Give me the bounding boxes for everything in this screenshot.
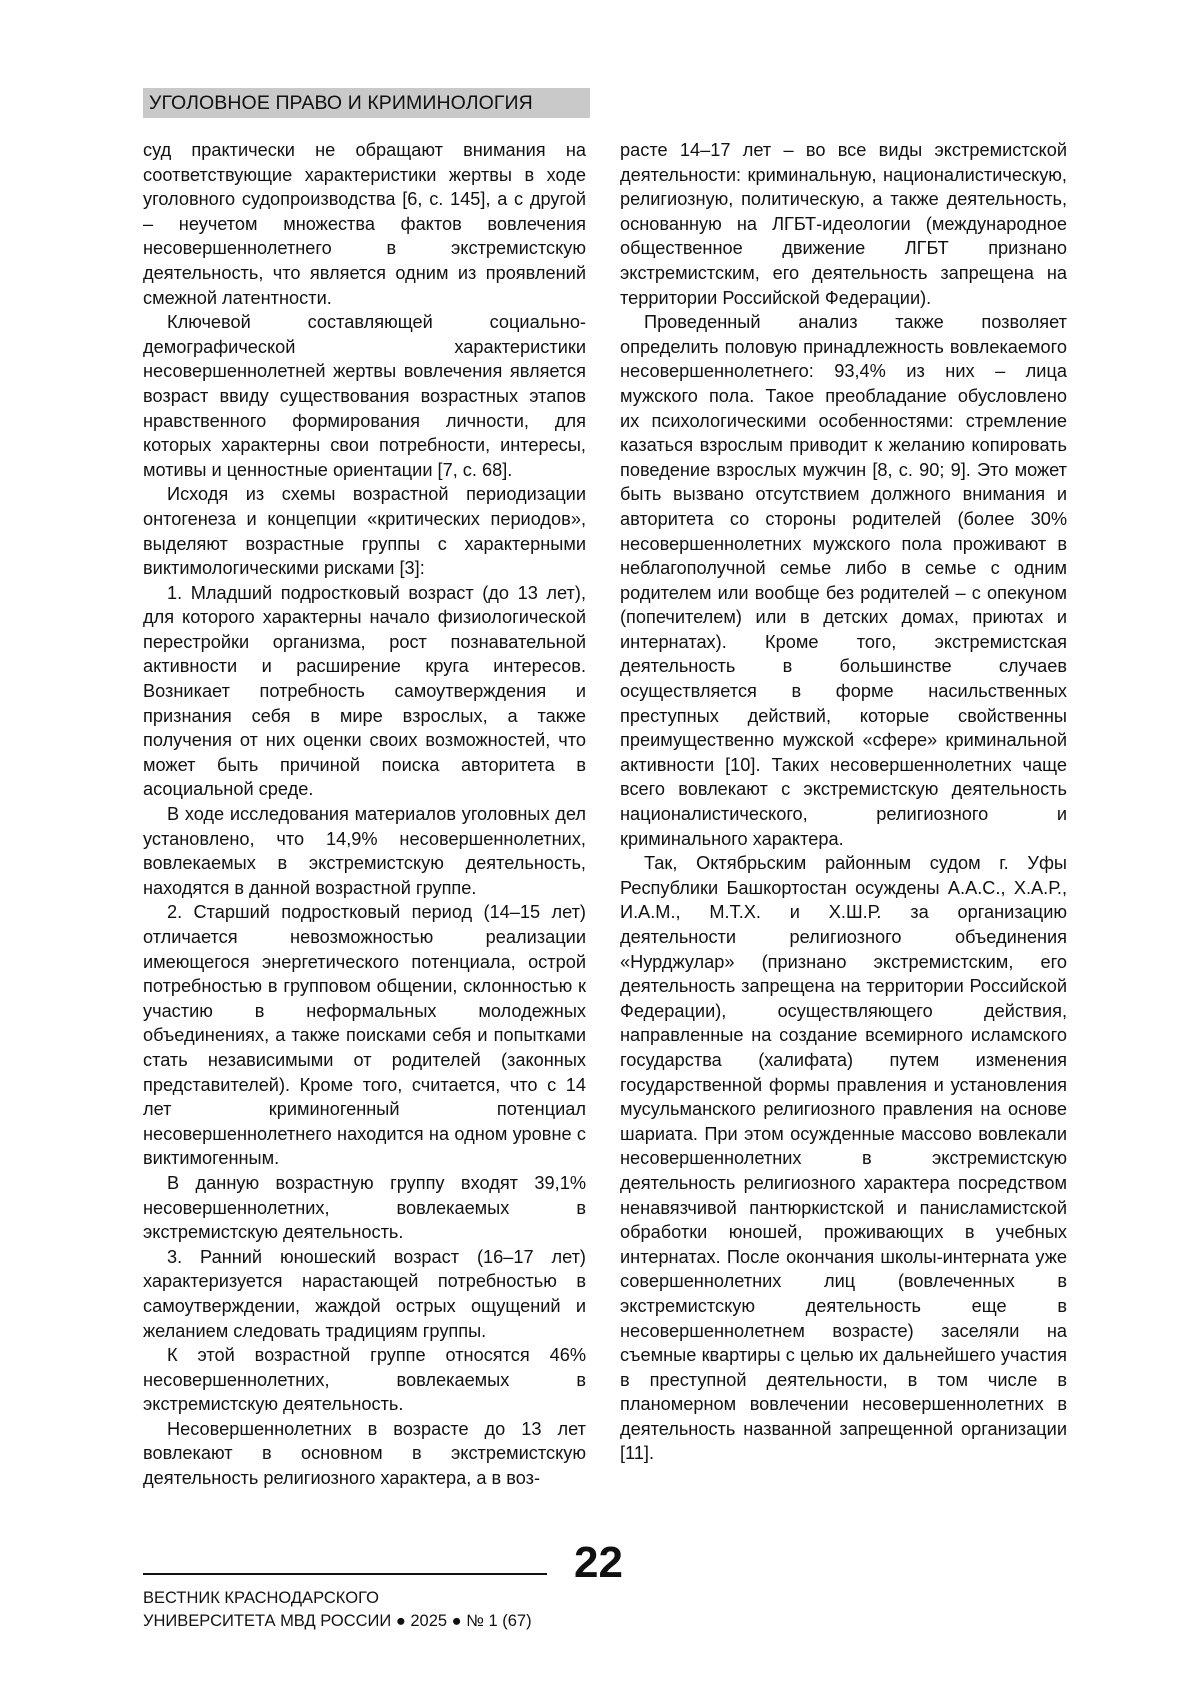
paragraph: 2. Старший подростковый период (14–15 лет) отличается невозможностью реализации имеющегося энергетического потенциала, острой потребностью в групповом общении, склонностью к участию в неформальных молодежных объединениях, а также поисками себя и попытками стать независимыми от родителей (законных представителей). Кроме того, считается, что с 14 лет криминогенный потенциал несовершеннолетнего находится на одном уровне с виктимогенным.	[143, 902, 586, 1169]
right-column	[620, 138, 1067, 1466]
paragraph: Проведенный анализ также позволяет определить половую принадлежность вовлекаемого несовершеннолетнего: 93,4% из них – лица мужского пола. Такое преобладание обусловлено их психологическими особенностями: стремление казаться взрослым приводит к желанию копировать поведение взрослых мужчин [8, с. 90; 9]. Это может быть вызвано отсутствием должного внимания и авторитета со стороны родителей (более 30% несовершеннолетних мужского пола проживают в неблагополучной семье либо в семье с одним родителем или вообще без родителей – с опекуном (попечителем) или в детских домах, приютах и интернатах). Кроме того, экстремистская деятельность в большинстве случаев осуществляется в форме насильственных преступных действий, которые свойственны преимущественно мужской «сфере» криминальной активности [10]. Таких несовершеннолетних чаще всего вовлекают с экстремистскую деятельность националистического, религиозного и криминального характера.	[620, 312, 1067, 849]
paragraph: Ключевой составляющей социально-демографической характеристики несовершеннолетней жертвы вовлечения является возраст ввиду существования возрастных этапов нравственного формирования личности, для которых характерны свои потребности, интересы, мотивы и ценностные ориентации [7, с. 68].	[143, 312, 586, 480]
footer-rule	[143, 1573, 547, 1575]
paragraph: К этой возрастной группе относятся 46% несовершеннолетних, вовлекаемых в экстремистскую деятельность.	[143, 1345, 586, 1415]
left-column	[143, 138, 586, 1491]
paragraph: Исходя из схемы возрастной периодизации онтогенеза и концепции «критических периодов», выделяют возрастные группы с характерными виктимологическими рисками [3]:	[143, 484, 586, 579]
paragraph: В ходе исследования материалов уголовных дел установлено, что 14,9% несовершеннолетних, вовлекаемых в экстремистскую деятельность, находятся в данной возрастной группе.	[143, 804, 586, 898]
paragraph: расте 14–17 лет – во все виды экстремистской деятельности: криминальную, националистическую, религиозную, политическую, а также деятельность, основанную на ЛГБТ-идеологии (международное общественное движение ЛГБТ признано экстремистским, его деятельность запрещена на территории Российской Федерации).	[620, 140, 1067, 308]
paragraph: Несовершеннолетних в возрасте до 13 лет вовлекают в основном в экстремистскую деятельность религиозного характера, а в воз-	[143, 1418, 586, 1489]
paragraph: суд практически не обращают внимания на соответствующие характеристики жертвы в ходе уголовного судопроизводства [6, с. 145], а с другой – неучетом множества фактов вовлечения несовершеннолетнего в экстремистскую деятельность, что является одним из проявлений смежной латентности.	[143, 140, 586, 308]
paragraph: В данную возрастную группу входят 39,1% несовершеннолетних, вовлекаемых в экстремистскую деятельность.	[143, 1172, 586, 1243]
paragraph: Так, Октябрьским районным судом г. Уфы Республики Башкортостан осуждены А.А.С., Х.А.Р., И.А.М., М.Т.Х. и Х.Ш.Р. за организацию деятельности религиозного объединения «Нурджулар» (признано экстремистским, его деятельность запрещена на территории Российской Федерации), осуществляющего действия, направленные на создание всемирного исламского государства (халифата) путем изменения государственной формы правления и установления мусульманского религиозного правления на основе шариата. При этом осужденные массово вовлекали несовершеннолетних в экстремистскую деятельность религиозного характера посредством ненавязчивой пантюркистской и панисламистской обработки юношей, проживающих в учебных интернатах. После окончания школы-интерната уже совершеннолетних лиц (вовлеченных в экстремистскую деятельность еще в несовершеннолетнем возрасте) заселяли на съемные квартиры с целью их дальнейшего участия в преступной деятельности, в том числе в планомерном вовлечении несовершеннолетних в деятельность названной запрещенной организации [11].	[620, 853, 1067, 1464]
paragraph: 1. Младший подростковый возраст (до 13 лет), для которого характерны начало физиологической перестройки организма, рост познавательной активности и расширение круга интересов. Возникает потребность самоутверждения и признания себя в мире взрослых, а также получения от них оценки своих возможностей, что может быть причиной поиска авторитета в асоциальной среде.	[143, 582, 586, 800]
journal-title-line: ВЕСТНИК КРАСНОДАРСКОГО	[143, 1589, 379, 1607]
page-number: 22	[574, 1538, 623, 1587]
paragraph: 3. Ранний юношеский возраст (16–17 лет) характеризуется нарастающей потребностью в самоутверждении, жаждой острых ощущений и желанием следовать традициям группы.	[143, 1246, 586, 1341]
section-header-title: УГОЛОВНОЕ ПРАВО И КРИМИНОЛОГИЯ	[149, 92, 533, 114]
journal-title	[143, 1587, 532, 1633]
journal-title-line: УНИВЕРСИТЕТА МВД РОССИИ ● 2025 ● № 1 (67)	[143, 1612, 532, 1630]
